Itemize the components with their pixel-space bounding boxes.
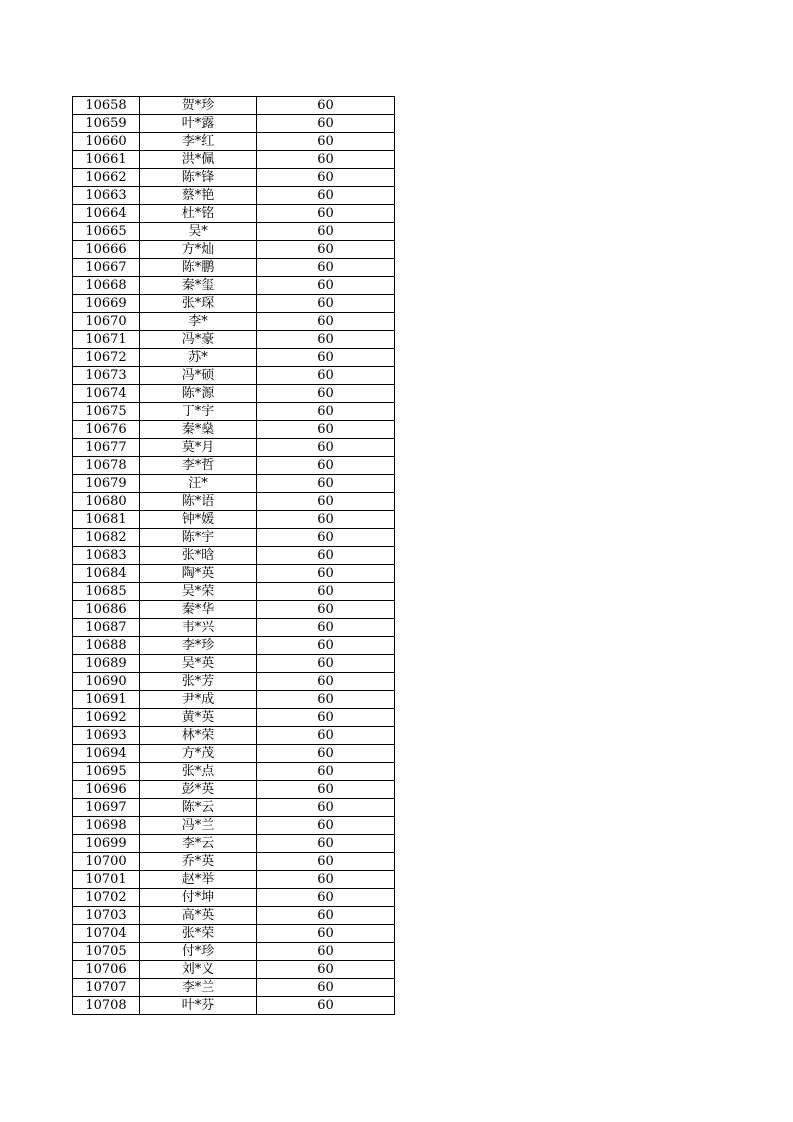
row-id-cell: 10684 [73,565,140,583]
table-row [73,529,395,547]
table-row [73,727,395,745]
table-row [73,619,395,637]
row-score-cell: 60 [257,835,395,853]
row-id-cell: 10666 [73,241,140,259]
row-name-cell: 李*红 [140,133,257,151]
row-score-cell: 60 [257,259,395,277]
row-id-cell: 10673 [73,367,140,385]
row-id-cell: 10665 [73,223,140,241]
row-id-cell: 10702 [73,889,140,907]
table-row [73,349,395,367]
row-score-cell: 60 [257,313,395,331]
row-id-cell: 10668 [73,277,140,295]
row-id-cell: 10659 [73,115,140,133]
row-score-cell: 60 [257,511,395,529]
row-name-cell: 陈*云 [140,799,257,817]
row-id-cell: 10667 [73,259,140,277]
table-row [73,871,395,889]
table-row [73,115,395,133]
table-row [73,187,395,205]
row-name-cell: 林*荣 [140,727,257,745]
row-id-cell: 10658 [73,97,140,115]
row-name-cell: 陈*语 [140,493,257,511]
row-id-cell: 10703 [73,907,140,925]
row-score-cell: 60 [257,709,395,727]
row-id-cell: 10697 [73,799,140,817]
table-row [73,97,395,115]
row-name-cell: 秦*华 [140,601,257,619]
table-row [73,511,395,529]
row-id-cell: 10701 [73,871,140,889]
row-name-cell: 丁*宇 [140,403,257,421]
row-id-cell: 10674 [73,385,140,403]
table-row [73,997,395,1015]
row-score-cell: 60 [257,601,395,619]
row-id-cell: 10669 [73,295,140,313]
row-name-cell: 韦*兴 [140,619,257,637]
row-id-cell: 10690 [73,673,140,691]
row-id-cell: 10689 [73,655,140,673]
row-name-cell: 莫*月 [140,439,257,457]
table-row [73,637,395,655]
row-name-cell: 李* [140,313,257,331]
table-row [73,745,395,763]
table-row [73,331,395,349]
row-name-cell: 高*英 [140,907,257,925]
row-name-cell: 方*茂 [140,745,257,763]
row-name-cell: 冯*硕 [140,367,257,385]
row-score-cell: 60 [257,961,395,979]
row-name-cell: 黄*英 [140,709,257,727]
row-name-cell: 陶*英 [140,565,257,583]
row-id-cell: 10699 [73,835,140,853]
row-score-cell: 60 [257,331,395,349]
row-score-cell: 60 [257,457,395,475]
row-score-cell: 60 [257,205,395,223]
row-name-cell: 苏* [140,349,257,367]
row-id-cell: 10687 [73,619,140,637]
row-name-cell: 洪*佩 [140,151,257,169]
table-row [73,673,395,691]
roster-table-body [73,97,395,1015]
table-row [73,979,395,997]
table-row [73,475,395,493]
row-score-cell: 60 [257,349,395,367]
row-id-cell: 10688 [73,637,140,655]
table-row [73,313,395,331]
row-score-cell: 60 [257,367,395,385]
table-row [73,835,395,853]
row-score-cell: 60 [257,493,395,511]
table-row [73,817,395,835]
row-name-cell: 吴*英 [140,655,257,673]
row-id-cell: 10692 [73,709,140,727]
row-score-cell: 60 [257,151,395,169]
row-score-cell: 60 [257,637,395,655]
table-row [73,205,395,223]
row-name-cell: 张*琛 [140,295,257,313]
row-name-cell: 秦*燊 [140,421,257,439]
row-name-cell: 尹*成 [140,691,257,709]
row-id-cell: 10682 [73,529,140,547]
row-name-cell: 蔡*艳 [140,187,257,205]
row-score-cell: 60 [257,403,395,421]
row-name-cell: 冯*兰 [140,817,257,835]
row-score-cell: 60 [257,439,395,457]
row-name-cell: 张*芳 [140,673,257,691]
row-id-cell: 10677 [73,439,140,457]
row-score-cell: 60 [257,871,395,889]
row-id-cell: 10662 [73,169,140,187]
row-name-cell: 赵*举 [140,871,257,889]
row-name-cell: 乔*英 [140,853,257,871]
row-id-cell: 10675 [73,403,140,421]
table-row [73,493,395,511]
row-id-cell: 10671 [73,331,140,349]
table-row [73,223,395,241]
table-row [73,277,395,295]
row-name-cell: 李*哲 [140,457,257,475]
table-row [73,151,395,169]
table-row [73,853,395,871]
row-score-cell: 60 [257,187,395,205]
row-score-cell: 60 [257,583,395,601]
table-row [73,763,395,781]
row-name-cell: 钟*媛 [140,511,257,529]
row-name-cell: 陈*锋 [140,169,257,187]
row-score-cell: 60 [257,781,395,799]
row-id-cell: 10696 [73,781,140,799]
table-row [73,565,395,583]
row-score-cell: 60 [257,241,395,259]
row-id-cell: 10680 [73,493,140,511]
row-name-cell: 陈*源 [140,385,257,403]
row-name-cell: 张*晗 [140,547,257,565]
table-row [73,655,395,673]
row-id-cell: 10660 [73,133,140,151]
table-row [73,367,395,385]
row-score-cell: 60 [257,655,395,673]
row-score-cell: 60 [257,97,395,115]
row-id-cell: 10670 [73,313,140,331]
table-row [73,691,395,709]
row-score-cell: 60 [257,475,395,493]
row-name-cell: 方*灿 [140,241,257,259]
table-row [73,799,395,817]
row-score-cell: 60 [257,529,395,547]
table-row [73,583,395,601]
row-id-cell: 10685 [73,583,140,601]
row-id-cell: 10691 [73,691,140,709]
row-score-cell: 60 [257,907,395,925]
row-id-cell: 10686 [73,601,140,619]
row-name-cell: 叶*露 [140,115,257,133]
table-row [73,295,395,313]
row-name-cell: 杜*铭 [140,205,257,223]
row-id-cell: 10707 [73,979,140,997]
row-score-cell: 60 [257,691,395,709]
row-score-cell: 60 [257,727,395,745]
row-name-cell: 张*点 [140,763,257,781]
row-score-cell: 60 [257,943,395,961]
row-score-cell: 60 [257,997,395,1015]
table-row [73,943,395,961]
row-name-cell: 吴* [140,223,257,241]
row-id-cell: 10708 [73,997,140,1015]
table-row [73,457,395,475]
table-row [73,925,395,943]
row-id-cell: 10672 [73,349,140,367]
row-score-cell: 60 [257,619,395,637]
row-name-cell: 李*珍 [140,637,257,655]
row-id-cell: 10678 [73,457,140,475]
row-score-cell: 60 [257,979,395,997]
row-id-cell: 10700 [73,853,140,871]
row-id-cell: 10681 [73,511,140,529]
row-id-cell: 10664 [73,205,140,223]
row-score-cell: 60 [257,763,395,781]
row-id-cell: 10676 [73,421,140,439]
row-id-cell: 10705 [73,943,140,961]
table-row [73,547,395,565]
table-row [73,385,395,403]
row-name-cell: 陈*宇 [140,529,257,547]
roster-table [72,96,395,1015]
table-row [73,403,395,421]
row-id-cell: 10698 [73,817,140,835]
row-score-cell: 60 [257,385,395,403]
row-id-cell: 10706 [73,961,140,979]
row-name-cell: 吴*荣 [140,583,257,601]
row-name-cell: 刘*义 [140,961,257,979]
table-row [73,133,395,151]
row-name-cell: 贺*珍 [140,97,257,115]
row-score-cell: 60 [257,745,395,763]
row-score-cell: 60 [257,889,395,907]
row-name-cell: 彭*英 [140,781,257,799]
table-row [73,907,395,925]
row-score-cell: 60 [257,565,395,583]
row-score-cell: 60 [257,673,395,691]
table-row [73,241,395,259]
row-score-cell: 60 [257,421,395,439]
row-score-cell: 60 [257,223,395,241]
row-id-cell: 10695 [73,763,140,781]
row-id-cell: 10704 [73,925,140,943]
row-score-cell: 60 [257,925,395,943]
row-name-cell: 汪* [140,475,257,493]
table-row [73,169,395,187]
row-name-cell: 李*云 [140,835,257,853]
row-id-cell: 10693 [73,727,140,745]
table-row [73,889,395,907]
row-score-cell: 60 [257,817,395,835]
row-id-cell: 10683 [73,547,140,565]
row-id-cell: 10679 [73,475,140,493]
row-name-cell: 付*珍 [140,943,257,961]
row-id-cell: 10694 [73,745,140,763]
row-score-cell: 60 [257,277,395,295]
table-row [73,781,395,799]
row-score-cell: 60 [257,169,395,187]
row-score-cell: 60 [257,133,395,151]
row-name-cell: 叶*芬 [140,997,257,1015]
row-name-cell: 陈*鹏 [140,259,257,277]
table-row [73,961,395,979]
row-id-cell: 10663 [73,187,140,205]
row-name-cell: 付*坤 [140,889,257,907]
row-name-cell: 李*兰 [140,979,257,997]
row-score-cell: 60 [257,115,395,133]
row-id-cell: 10661 [73,151,140,169]
table-row [73,601,395,619]
row-name-cell: 张*荣 [140,925,257,943]
table-row [73,421,395,439]
table-row [73,259,395,277]
table-row [73,709,395,727]
row-score-cell: 60 [257,295,395,313]
row-score-cell: 60 [257,547,395,565]
row-name-cell: 冯*豪 [140,331,257,349]
row-name-cell: 秦*玺 [140,277,257,295]
row-score-cell: 60 [257,853,395,871]
row-score-cell: 60 [257,799,395,817]
table-row [73,439,395,457]
